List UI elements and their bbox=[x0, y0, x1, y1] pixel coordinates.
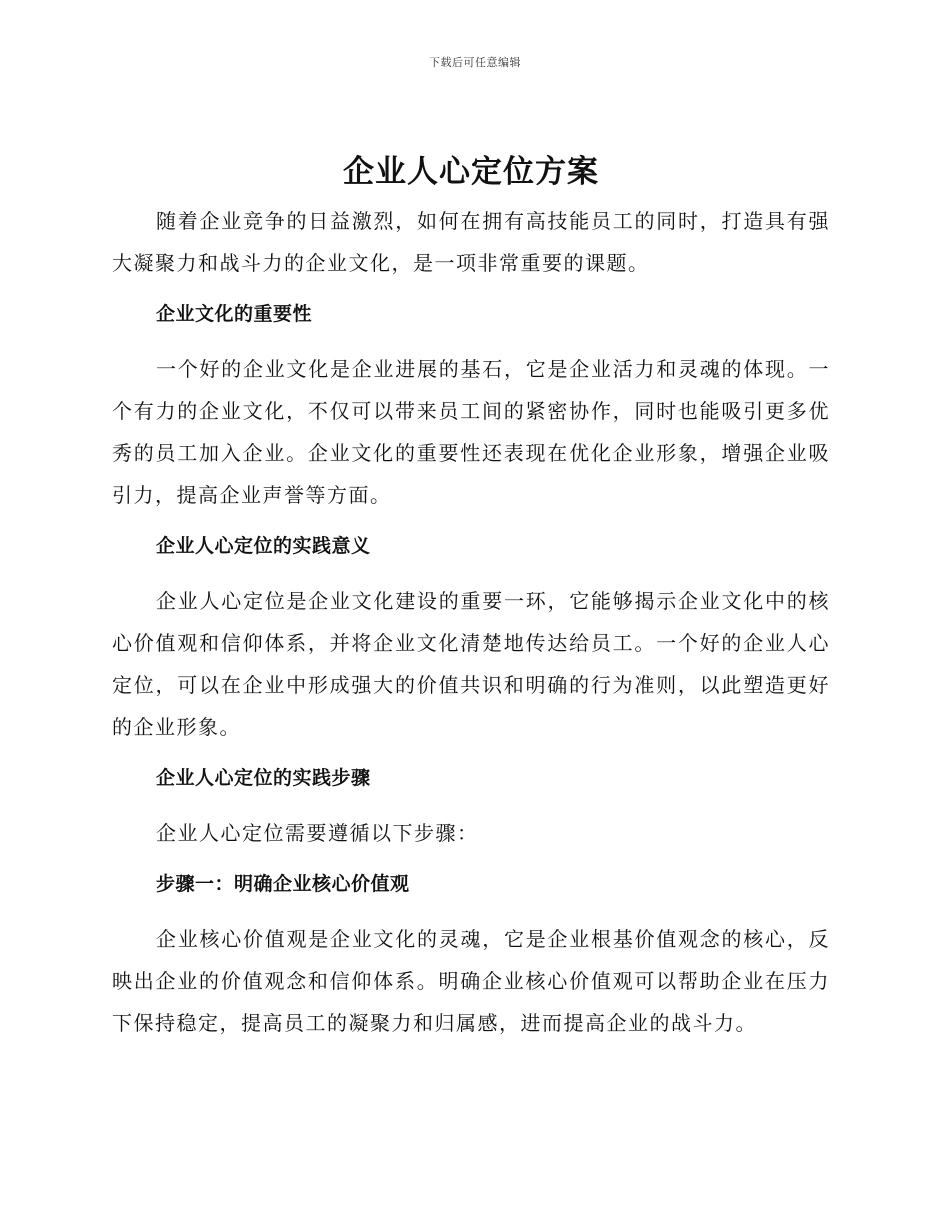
header-note: 下载后可任意编辑 bbox=[429, 56, 521, 69]
importance-heading: 企业文化的重要性 bbox=[156, 303, 313, 325]
intro-paragraph: 随着企业竞争的日益激烈，如何在拥有高技能员工的同时，打造具有强大凝聚力和战斗力的企业文化，是一项非常重要的课题。 bbox=[112, 209, 830, 275]
steps-heading: 企业人心定位的实践步骤 bbox=[156, 767, 371, 789]
document-title: 企业人心定位方案 bbox=[343, 154, 599, 190]
step1-paragraph: 企业核心价值观是企业文化的灵魂，它是企业根基价值观念的核心，反映出企业的价值观念和信仰体系。明确企业核心价值观可以帮助企业在压力下保持稳定，提高员工的凝聚力和归属感，进而提高企业的战斗力。 bbox=[112, 927, 830, 1035]
importance-paragraph: 一个好的企业文化是企业进展的基石，它是企业活力和灵魂的体现。一个有力的企业文化，不仅可以带来员工间的紧密协作，同时也能吸引更多优秀的员工加入企业。企业文化的重要性还表现在优化企业形象，增强企业吸引力，提高企业声誉等方面。 bbox=[112, 357, 830, 507]
practice-meaning-heading: 企业人心定位的实践意义 bbox=[156, 535, 371, 557]
step1-heading: 步骤一：明确企业核心价值观 bbox=[156, 873, 410, 895]
practice-meaning-paragraph: 企业人心定位是企业文化建设的重要一环，它能够揭示企业文化中的核心价值观和信仰体系，并将企业文化清楚地传达给员工。一个好的企业人心定位，可以在企业中形成强大的价值共识和明确的行为准则，以此塑造更好的企业形象。 bbox=[112, 589, 830, 739]
document-body bbox=[112, 150, 830, 1054]
steps-intro-paragraph: 企业人心定位需要遵循以下步骤： bbox=[156, 821, 479, 845]
